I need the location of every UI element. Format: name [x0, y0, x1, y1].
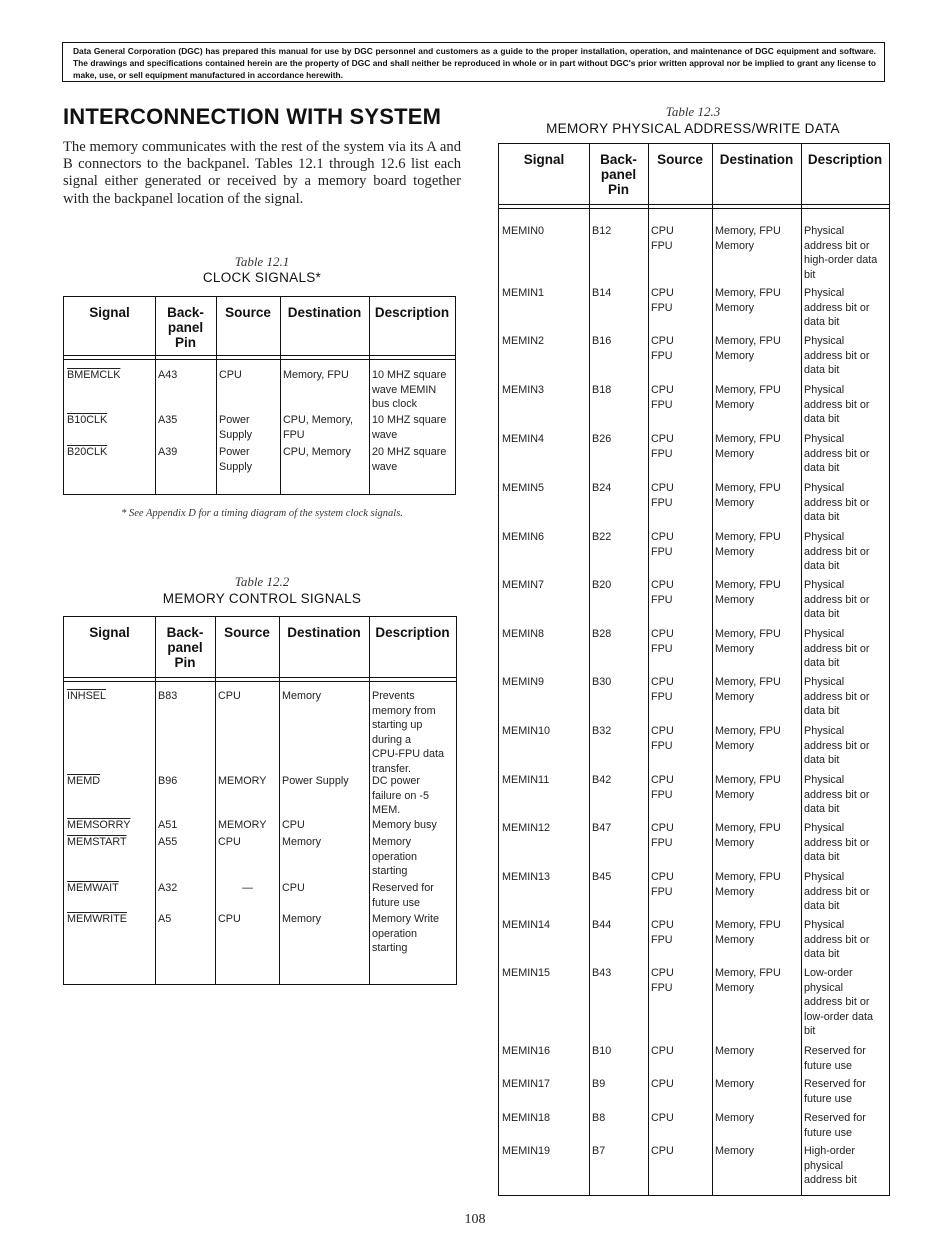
row-3-source: Power Supply	[219, 446, 253, 473]
row-17-pin: B10	[592, 1045, 612, 1057]
row-7-description: Physical address bit or data bit	[804, 531, 870, 572]
column-rule	[216, 297, 217, 494]
row-19-description: Reserved for future use	[804, 1112, 866, 1139]
row-4-description: Physical address bit or data bit	[804, 384, 870, 425]
row-16-description: Low-order physical address bit or low-order data bit	[804, 967, 874, 1037]
row-2-destination: CPU, Memory, FPU	[283, 414, 353, 441]
row-5-description: Reserved for future use	[372, 882, 434, 909]
column-header-signal: Signal	[89, 305, 130, 320]
row-3-description: Memory busy	[372, 819, 437, 831]
row-9-pin: B28	[592, 628, 612, 640]
column-header-source: Source	[224, 625, 270, 640]
row-13-pin: B47	[592, 822, 612, 834]
row-17-destination: Memory	[715, 1045, 754, 1057]
row-2-destination: Memory, FPU Memory	[715, 287, 781, 314]
column-header-source: Source	[657, 152, 703, 167]
row-1-destination: Memory	[282, 690, 321, 702]
row-6-destination: Memory, FPU Memory	[715, 482, 781, 509]
row-19-destination: Memory	[715, 1112, 754, 1124]
row-12-source: CPU FPU	[651, 774, 674, 801]
row-20-signal: MEMIN19	[502, 1145, 550, 1157]
row-4-source: CPU	[218, 836, 241, 848]
row-1-destination: Memory, FPU	[283, 369, 349, 381]
row-10-description: Physical address bit or data bit	[804, 676, 870, 717]
row-2-pin: B96	[158, 775, 178, 787]
row-6-description: Memory Write operation starting	[372, 913, 439, 954]
row-1-description: Prevents memory from starting up during a CPU-FPU data transfer.	[372, 690, 444, 775]
column-header-signal: Signal	[523, 152, 565, 167]
row-6-source: CPU FPU	[651, 482, 674, 509]
row-2-source: Power Supply	[219, 414, 253, 441]
row-4-signal: MEMIN3	[502, 384, 544, 396]
column-rule	[589, 144, 590, 1195]
row-8-pin: B20	[592, 579, 612, 591]
row-11-source: CPU FPU	[651, 725, 674, 752]
row-2-description: Physical address bit or data bit	[804, 287, 870, 328]
memory-physical-address-table	[498, 143, 890, 1196]
row-19-signal: MEMIN18	[502, 1112, 550, 1124]
row-13-signal: MEMIN12	[502, 822, 550, 834]
row-2-pin: A35	[158, 414, 178, 426]
table-12-3-title: MEMORY PHYSICAL ADDRESS/WRITE DATA	[546, 121, 840, 136]
column-rule	[369, 617, 370, 984]
column-header-destination: Destination	[287, 625, 361, 640]
row-5-signal: MEMIN4	[502, 433, 544, 445]
row-13-description: Physical address bit or data bit	[804, 822, 870, 863]
row-12-pin: B42	[592, 774, 612, 786]
table-12-2-title: MEMORY CONTROL SIGNALS	[162, 591, 362, 606]
table-12-1-footnote: * See Appendix D for a timing diagram of the system clock signals.	[121, 508, 403, 519]
row-4-source: CPU FPU	[651, 384, 674, 411]
row-3-source: CPU FPU	[651, 335, 674, 362]
row-1-source: CPU	[218, 690, 241, 702]
column-rule	[215, 617, 216, 984]
row-14-signal: MEMIN13	[502, 871, 550, 883]
column-header-destination: Destination	[719, 152, 794, 167]
row-16-pin: B43	[592, 967, 612, 979]
row-1-pin: A43	[158, 369, 178, 381]
row-18-description: Reserved for future use	[804, 1078, 866, 1105]
column-header-pin: Back- panel Pin	[167, 305, 204, 350]
column-rule	[369, 297, 370, 494]
row-11-description: Physical address bit or data bit	[804, 725, 870, 766]
column-header-description: Description	[807, 152, 883, 167]
row-10-source: CPU FPU	[651, 676, 674, 703]
row-13-source: CPU FPU	[651, 822, 674, 849]
row-16-signal: MEMIN15	[502, 967, 550, 979]
intro-paragraph: The memory communicates with the rest of the system via its A and B connectors to the backpanel. Tables 12.1 through 12.6 list each signal either generated or received by a memory board together with the backpanel location of the signal.	[63, 139, 461, 207]
row-6-signal: MEMWRITE	[67, 913, 127, 925]
column-rule	[648, 144, 649, 1195]
row-18-source: CPU	[651, 1078, 674, 1090]
row-3-destination: CPU, Memory	[283, 446, 351, 458]
row-4-destination: Memory	[282, 836, 321, 848]
row-4-destination: Memory, FPU Memory	[715, 384, 781, 411]
row-4-pin: A55	[158, 836, 178, 848]
row-2-pin: B14	[592, 287, 612, 299]
row-3-source: MEMORY	[218, 819, 267, 831]
proprietary-notice: Data General Corporation (DGC) has prepared this manual for use by DGC personnel and customers as a guide to the proper installation, operation, and maintenance of DGC equipment and software. The drawings and specifications contained herein are the property of DGC and shall neither be reproduced in whole or in part without DGC's prior written approval nor be implied to grant any license to make, use, or sell equipment manufactured in accordance herewith.	[62, 42, 885, 82]
row-2-source: CPU FPU	[651, 287, 674, 314]
row-20-destination: Memory	[715, 1145, 754, 1157]
row-11-signal: MEMIN10	[502, 725, 550, 737]
row-1-pin: B12	[592, 225, 612, 237]
row-14-destination: Memory, FPU Memory	[715, 871, 781, 898]
row-19-pin: B8	[592, 1112, 606, 1124]
row-1-signal: MEMIN0	[502, 225, 544, 237]
page-title: INTERCONNECTION WITH SYSTEM	[63, 104, 442, 129]
row-17-description: Reserved for future use	[804, 1045, 866, 1072]
column-header-signal: Signal	[89, 625, 130, 640]
row-7-pin: B22	[592, 531, 612, 543]
row-12-destination: Memory, FPU Memory	[715, 774, 781, 801]
row-5-pin: A32	[158, 882, 178, 894]
row-16-destination: Memory, FPU Memory	[715, 967, 781, 994]
header-rule	[64, 677, 456, 678]
row-3-destination: CPU	[282, 819, 305, 831]
row-8-source: CPU FPU	[651, 579, 674, 606]
row-1-source: CPU	[219, 369, 242, 381]
table-12-1-number: Table 12.1	[234, 254, 290, 269]
table-12-3-number: Table 12.3	[665, 104, 721, 119]
column-rule	[279, 617, 280, 984]
row-15-description: Physical address bit or data bit	[804, 919, 870, 960]
row-1-signal: BMEMCLK	[67, 369, 121, 381]
row-18-destination: Memory	[715, 1078, 754, 1090]
row-11-pin: B32	[592, 725, 612, 737]
clock-signals-table	[63, 296, 456, 495]
row-12-description: Physical address bit or data bit	[804, 774, 870, 815]
row-3-pin: A39	[158, 446, 178, 458]
row-18-pin: B9	[592, 1078, 606, 1090]
row-4-description: Memory operation starting	[372, 836, 418, 877]
row-2-description: DC power failure on -5 MEM.	[372, 775, 430, 816]
column-rule	[801, 144, 802, 1195]
row-10-destination: Memory, FPU Memory	[715, 676, 781, 703]
row-2-signal: MEMIN1	[502, 287, 544, 299]
row-4-pin: B18	[592, 384, 612, 396]
column-header-pin: Back- panel Pin	[166, 625, 204, 670]
row-5-description: Physical address bit or data bit	[804, 433, 870, 474]
header-rule	[499, 204, 889, 205]
row-14-pin: B45	[592, 871, 612, 883]
row-14-source: CPU FPU	[651, 871, 674, 898]
row-3-description: Physical address bit or data bit	[804, 335, 870, 376]
row-6-signal: MEMIN5	[502, 482, 544, 494]
row-7-destination: Memory, FPU Memory	[715, 531, 781, 558]
row-5-pin: B26	[592, 433, 612, 445]
row-5-source: —	[242, 882, 253, 894]
row-6-destination: Memory	[282, 913, 321, 925]
row-2-description: 10 MHZ square wave	[372, 414, 447, 441]
row-9-signal: MEMIN8	[502, 628, 544, 640]
row-1-description: Physical address bit or high-order data bit	[804, 225, 878, 281]
row-2-destination: Power Supply	[282, 775, 349, 787]
row-14-description: Physical address bit or data bit	[804, 871, 870, 912]
column-header-destination: Destination	[287, 305, 362, 320]
row-17-signal: MEMIN16	[502, 1045, 550, 1057]
row-1-destination: Memory, FPU Memory	[715, 225, 781, 252]
row-5-signal: MEMWAIT	[67, 882, 119, 894]
row-15-source: CPU FPU	[651, 919, 674, 946]
table-12-2-number: Table 12.2	[234, 574, 290, 589]
row-1-description: 10 MHZ square wave MEMIN bus clock	[372, 369, 447, 410]
row-20-description: High-order physical address bit	[804, 1145, 857, 1186]
row-20-source: CPU	[651, 1145, 674, 1157]
row-7-signal: MEMIN6	[502, 531, 544, 543]
row-8-description: Physical address bit or data bit	[804, 579, 870, 620]
column-header-source: Source	[225, 305, 271, 320]
column-rule	[712, 144, 713, 1195]
row-1-pin: B83	[158, 690, 178, 702]
row-17-source: CPU	[651, 1045, 674, 1057]
row-8-signal: MEMIN7	[502, 579, 544, 591]
row-9-description: Physical address bit or data bit	[804, 628, 870, 669]
row-3-signal: MEMSORRY	[67, 819, 131, 831]
column-header-description: Description	[374, 305, 450, 320]
row-7-source: CPU FPU	[651, 531, 674, 558]
row-15-pin: B44	[592, 919, 612, 931]
row-10-signal: MEMIN9	[502, 676, 544, 688]
row-12-signal: MEMIN11	[502, 774, 550, 786]
row-10-pin: B30	[592, 676, 612, 688]
row-3-signal: B20CLK	[67, 446, 108, 458]
header-rule	[64, 355, 455, 356]
row-1-source: CPU FPU	[651, 225, 674, 252]
row-3-description: 20 MHZ square wave	[372, 446, 447, 473]
page-number: 108	[464, 1212, 486, 1227]
row-5-destination: CPU	[282, 882, 305, 894]
row-5-source: CPU FPU	[651, 433, 674, 460]
column-header-pin: Back- panel Pin	[600, 152, 637, 197]
row-9-destination: Memory, FPU Memory	[715, 628, 781, 655]
row-8-destination: Memory, FPU Memory	[715, 579, 781, 606]
row-3-signal: MEMIN2	[502, 335, 544, 347]
row-9-source: CPU FPU	[651, 628, 674, 655]
row-2-source: MEMORY	[218, 775, 267, 787]
row-5-destination: Memory, FPU Memory	[715, 433, 781, 460]
row-13-destination: Memory, FPU Memory	[715, 822, 781, 849]
row-3-pin: B16	[592, 335, 612, 347]
row-6-pin: B24	[592, 482, 612, 494]
header-rule	[499, 208, 889, 209]
row-2-signal: MEMD	[67, 775, 100, 787]
row-6-source: CPU	[218, 913, 241, 925]
row-4-signal: MEMSTART	[67, 836, 127, 848]
row-2-signal: B10CLK	[67, 414, 108, 426]
row-18-signal: MEMIN17	[502, 1078, 550, 1090]
column-rule	[155, 617, 156, 984]
row-15-signal: MEMIN14	[502, 919, 550, 931]
table-12-1-title: CLOCK SIGNALS*	[202, 270, 322, 285]
row-20-pin: B7	[592, 1145, 606, 1157]
row-19-source: CPU	[651, 1112, 674, 1124]
header-rule	[64, 681, 456, 682]
row-11-destination: Memory, FPU Memory	[715, 725, 781, 752]
row-3-destination: Memory, FPU Memory	[715, 335, 781, 362]
column-rule	[280, 297, 281, 494]
row-6-description: Physical address bit or data bit	[804, 482, 870, 523]
memory-control-signals-table	[63, 616, 457, 985]
row-16-source: CPU FPU	[651, 967, 674, 994]
column-header-description: Description	[375, 625, 450, 640]
row-1-signal: INHSEL	[67, 690, 107, 702]
row-6-pin: A5	[158, 913, 172, 925]
row-3-pin: A51	[158, 819, 178, 831]
row-15-destination: Memory, FPU Memory	[715, 919, 781, 946]
header-rule	[64, 359, 455, 360]
